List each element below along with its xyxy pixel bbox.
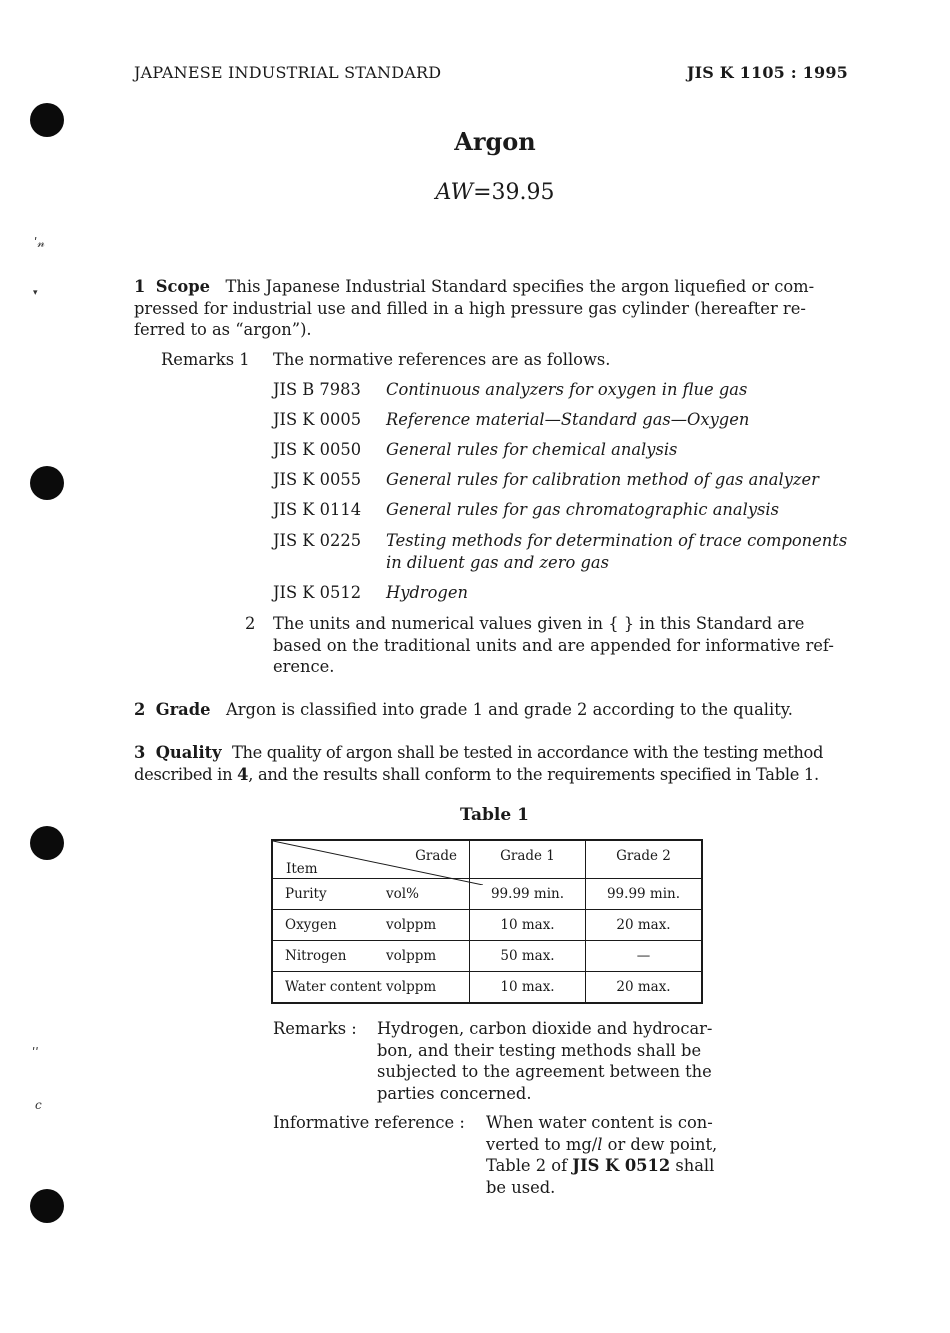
grade-1-value: 10 max. (470, 972, 586, 1004)
informative-line (486, 1134, 746, 1156)
informative-label: Informative reference : (273, 1113, 465, 1132)
ref-title: Testing methods for determination of trace components (386, 531, 848, 550)
informative-line (486, 1155, 746, 1177)
remark-2-line: based on the traditional units and are appended for informative ref- (273, 635, 834, 655)
quality-section (134, 742, 874, 785)
informative-text-c: Table 2 of (486, 1156, 573, 1175)
ref-title: Continuous analyzers for oxygen in flue gas (386, 380, 748, 399)
scope-line-2: pressed for industrial use and filled in a high pressure gas cylinder (hereafter re- (134, 298, 806, 318)
scope-section (134, 276, 864, 341)
quality-text: The quality of argon shall be tested in accordance with the testing method (231, 743, 824, 762)
quality-text-b: , and the results shall conform to the requirements specified in Table 1. (248, 764, 819, 784)
ref-code: JIS K 0225 (273, 531, 362, 550)
binder-hole (30, 466, 64, 500)
informative-text-a: verted to mg/ (486, 1134, 598, 1154)
informative-text (486, 1112, 746, 1198)
informative-line: When water content is con- (486, 1113, 713, 1132)
ref-code: JIS K 0050 (273, 440, 362, 459)
binder-hole (30, 826, 64, 860)
table-remarks-label: Remarks : (273, 1019, 357, 1038)
table-remarks-text (377, 1018, 727, 1104)
quality-clause-ref: 4 (237, 764, 249, 784)
scan-speck: ▾ (33, 288, 38, 298)
ref-title: General rules for chemical analysis (386, 440, 678, 459)
item-cell (272, 941, 470, 972)
table-header-row (272, 840, 702, 879)
table-remarks-line: subjected to the agreement between the (377, 1062, 712, 1081)
table-remarks-line: parties concerned. (377, 1083, 532, 1103)
table-row (272, 879, 702, 910)
corner-grade-label: Grade (415, 848, 457, 864)
item-name: Water content (285, 979, 382, 995)
informative-text-b: or dew point, (602, 1134, 718, 1154)
quality-line-2 (134, 764, 874, 786)
ref-code: JIS K 0512 (273, 583, 362, 602)
scope-line-3: ferred to as “argon”). (134, 320, 312, 339)
col-header-grade-2: Grade 2 (586, 840, 703, 879)
item-name: Oxygen (285, 917, 337, 933)
ref-title: General rules for gas chromatographic analysis (386, 500, 779, 519)
scope-line-1 (134, 276, 864, 298)
binder-hole (30, 1189, 64, 1223)
ref-title: General rules for calibration method of gas analyzer (386, 470, 819, 489)
grade-section (134, 699, 793, 721)
corner-item-label: Item (286, 861, 318, 877)
scan-speck: ʹʹ (32, 1046, 39, 1060)
col-header-grade-1: Grade 1 (470, 840, 586, 879)
ref-code: JIS B 7983 (273, 380, 361, 399)
grade-num: 2 (134, 700, 146, 719)
atomic-weight-value: =39.95 (473, 180, 555, 205)
remark-2-text (273, 613, 863, 678)
item-unit: volppm (386, 948, 437, 964)
atomic-weight-label: AW (435, 180, 474, 205)
table-caption: Table 1 (460, 805, 529, 825)
ref-code: JIS K 0055 (273, 470, 362, 489)
grade-1-value: 10 max. (470, 910, 586, 941)
grade-1-value: 99.99 min. (470, 879, 586, 910)
grade-2-value: 20 max. (586, 910, 703, 941)
informative-standard-ref: JIS K 0512 (572, 1156, 671, 1175)
grade-2-value: — (586, 941, 703, 972)
table-row (272, 972, 702, 1004)
remark-2-num: 2 (245, 614, 256, 633)
page-title: Argon (454, 127, 536, 156)
scope-heading: Scope (155, 277, 210, 296)
informative-unit-litre: l (597, 1134, 603, 1154)
ref-code: JIS K 0114 (273, 500, 362, 519)
table-remarks-line: bon, and their testing methods shall be (377, 1040, 702, 1060)
informative-text-d: shall (670, 1156, 715, 1175)
remark-2-line: erence. (273, 657, 335, 676)
quality-table (271, 839, 703, 1004)
item-cell (272, 879, 470, 910)
ref-title-continued: in diluent gas and zero gas (386, 553, 609, 572)
quality-num: 3 (134, 743, 146, 762)
item-cell (272, 910, 470, 941)
scan-speck: c (35, 1098, 42, 1112)
atomic-weight (0, 180, 950, 205)
item-unit: vol% (386, 886, 419, 902)
table-row (272, 910, 702, 941)
table-corner-cell (272, 840, 470, 879)
header-right: JIS K 1105 : 1995 (686, 63, 848, 82)
grade-2-value: 20 max. (586, 972, 703, 1004)
scope-num: 1 (134, 277, 146, 296)
quality-line-1 (134, 742, 874, 764)
ref-title: Hydrogen (386, 583, 468, 602)
remarks-label: Remarks 1 (161, 350, 250, 369)
ref-code: JIS K 0005 (273, 410, 362, 429)
ref-title: Reference material—Standard gas—Oxygen (386, 410, 750, 429)
item-unit: volppm (386, 917, 437, 933)
quality-heading: Quality (155, 743, 222, 762)
table-row (272, 941, 702, 972)
scan-speck: ʹ𝓃 (34, 236, 45, 250)
item-cell (272, 972, 470, 1004)
table-remarks-line: Hydrogen, carbon dioxide and hydrocar- (377, 1019, 713, 1038)
quality-text-a: described in (134, 764, 238, 784)
item-name: Nitrogen (285, 948, 347, 964)
remark-2-line: The units and numerical values given in { } in this Standard are (273, 614, 805, 633)
grade-heading: Grade (155, 700, 211, 719)
informative-line: be used. (486, 1177, 556, 1197)
grade-text: Argon is classified into grade 1 and grade 2 according to the quality. (226, 700, 793, 719)
item-name: Purity (285, 886, 327, 902)
remarks-1-text: The normative references are as follows. (273, 350, 611, 369)
item-unit: volppm (386, 979, 437, 995)
scope-text: This Japanese Industrial Standard specifies the argon liquefied or com- (225, 277, 815, 296)
header-left: JAPANESE INDUSTRIAL STANDARD (134, 63, 442, 82)
grade-2-value: 99.99 min. (586, 879, 703, 910)
grade-1-value: 50 max. (470, 941, 586, 972)
